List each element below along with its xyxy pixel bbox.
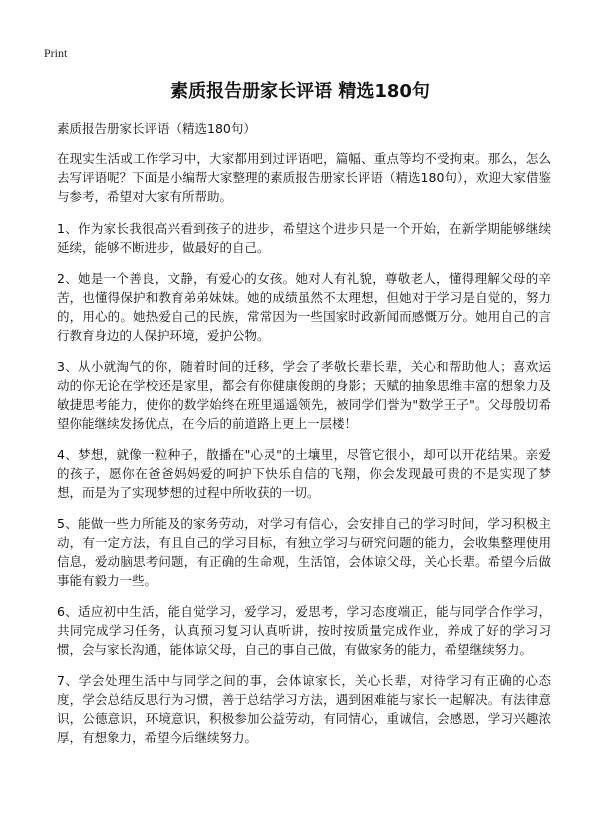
comment-paragraph-7: 7、学会处理生活中与同学之间的事，会体谅家长，关心长辈，对待学习有正确的心态度，学会总结反思行为习惯，善于总结学习方法，遇到困难能与家长一起解决。有法律意识，公德意识，环境意识，积极参加公益劳动，有同情心，重诚信，会感恩，学习兴趣浓厚，有想象力，希望今后继续努力。 — [57, 673, 551, 745]
comment-paragraph-5: 5、能做一些力所能及的家务劳动，对学习有信心，会安排自己的学习时间，学习积极主动，有一定方法，有且自己的学习目标，有独立学习与研究问题的能力，会收集整理使用信息，爱动脑思考问题，有正确的生命观，生活馆，会体谅父母，关心长辈。希望今后做事能有毅力一些。 — [57, 516, 551, 588]
print-link[interactable]: Print — [44, 46, 68, 60]
page-title: 素质报告册家长评语 精选180句 — [170, 81, 430, 102]
article-subtitle: 素质报告册家长评语（精选180句） — [57, 121, 256, 136]
article-body — [57, 149, 551, 759]
comment-paragraph-6: 6、适应初中生活，能自觉学习，爱学习，爱思考，学习态度端正，能与同学合作学习，共同完成学习任务，认真预习复习认真听讲，按时按质量完成作业，养成了好的学习习惯，会与家长沟通，能体谅父母，自己的事自己做，有做家务的能力，希望继续努力。 — [57, 604, 551, 657]
intro-paragraph: 在现实生活或工作学习中，大家都用到过评语吧，篇幅、重点等均不受拘束。那么，怎么去写评语呢？下面是小编帮大家整理的素质报告册家长评语（精选180句），欢迎大家借鉴与参考，希望对大家有所帮助。 — [57, 151, 551, 204]
comment-paragraph-1: 1、作为家长我很高兴看到孩子的进步，希望这个进步只是一个开始，在新学期能够继续延续，能够不断进步，做最好的自己。 — [57, 221, 551, 255]
comment-paragraph-4: 4、梦想，就像一粒种子，散播在"心灵"的土壤里，尽管它很小，却可以开花结果。亲爱的孩子，愿你在爸爸妈妈爱的呵护下快乐自信的飞翔，你会发现最可贵的不是实现了梦想，而是为了实现梦想的过程中所收获的一切。 — [57, 447, 551, 500]
comment-paragraph-3: 3、从小就淘气的你，随着时间的迁移，学会了孝敬长辈长辈，关心和帮助他人；喜欢运动的你无论在学校还是家里，都会有你健康俊朗的身影；天赋的抽象思维丰富的想象力及敏捷思考能力，使你的数学始终在班里遥遥领先，被同学们誉为"数学王子"。父母殷切希望你能继续发扬优点，在今后的前道路上更上一层楼！ — [57, 359, 551, 431]
comment-paragraph-2: 2、她是一个善良，文静，有爱心的女孩。她对人有礼貌，尊敬老人，懂得理解父母的辛苦，也懂得保护和教育弟弟妹妹。她的成绩虽然不太理想，但她对于学习是自觉的，努力的，用心的。她热爱自己的民族，常常因为一些国家时政新闻而感慨万分。她用自己的言行教育身边的人保护环境，爱护公物。 — [57, 271, 551, 343]
